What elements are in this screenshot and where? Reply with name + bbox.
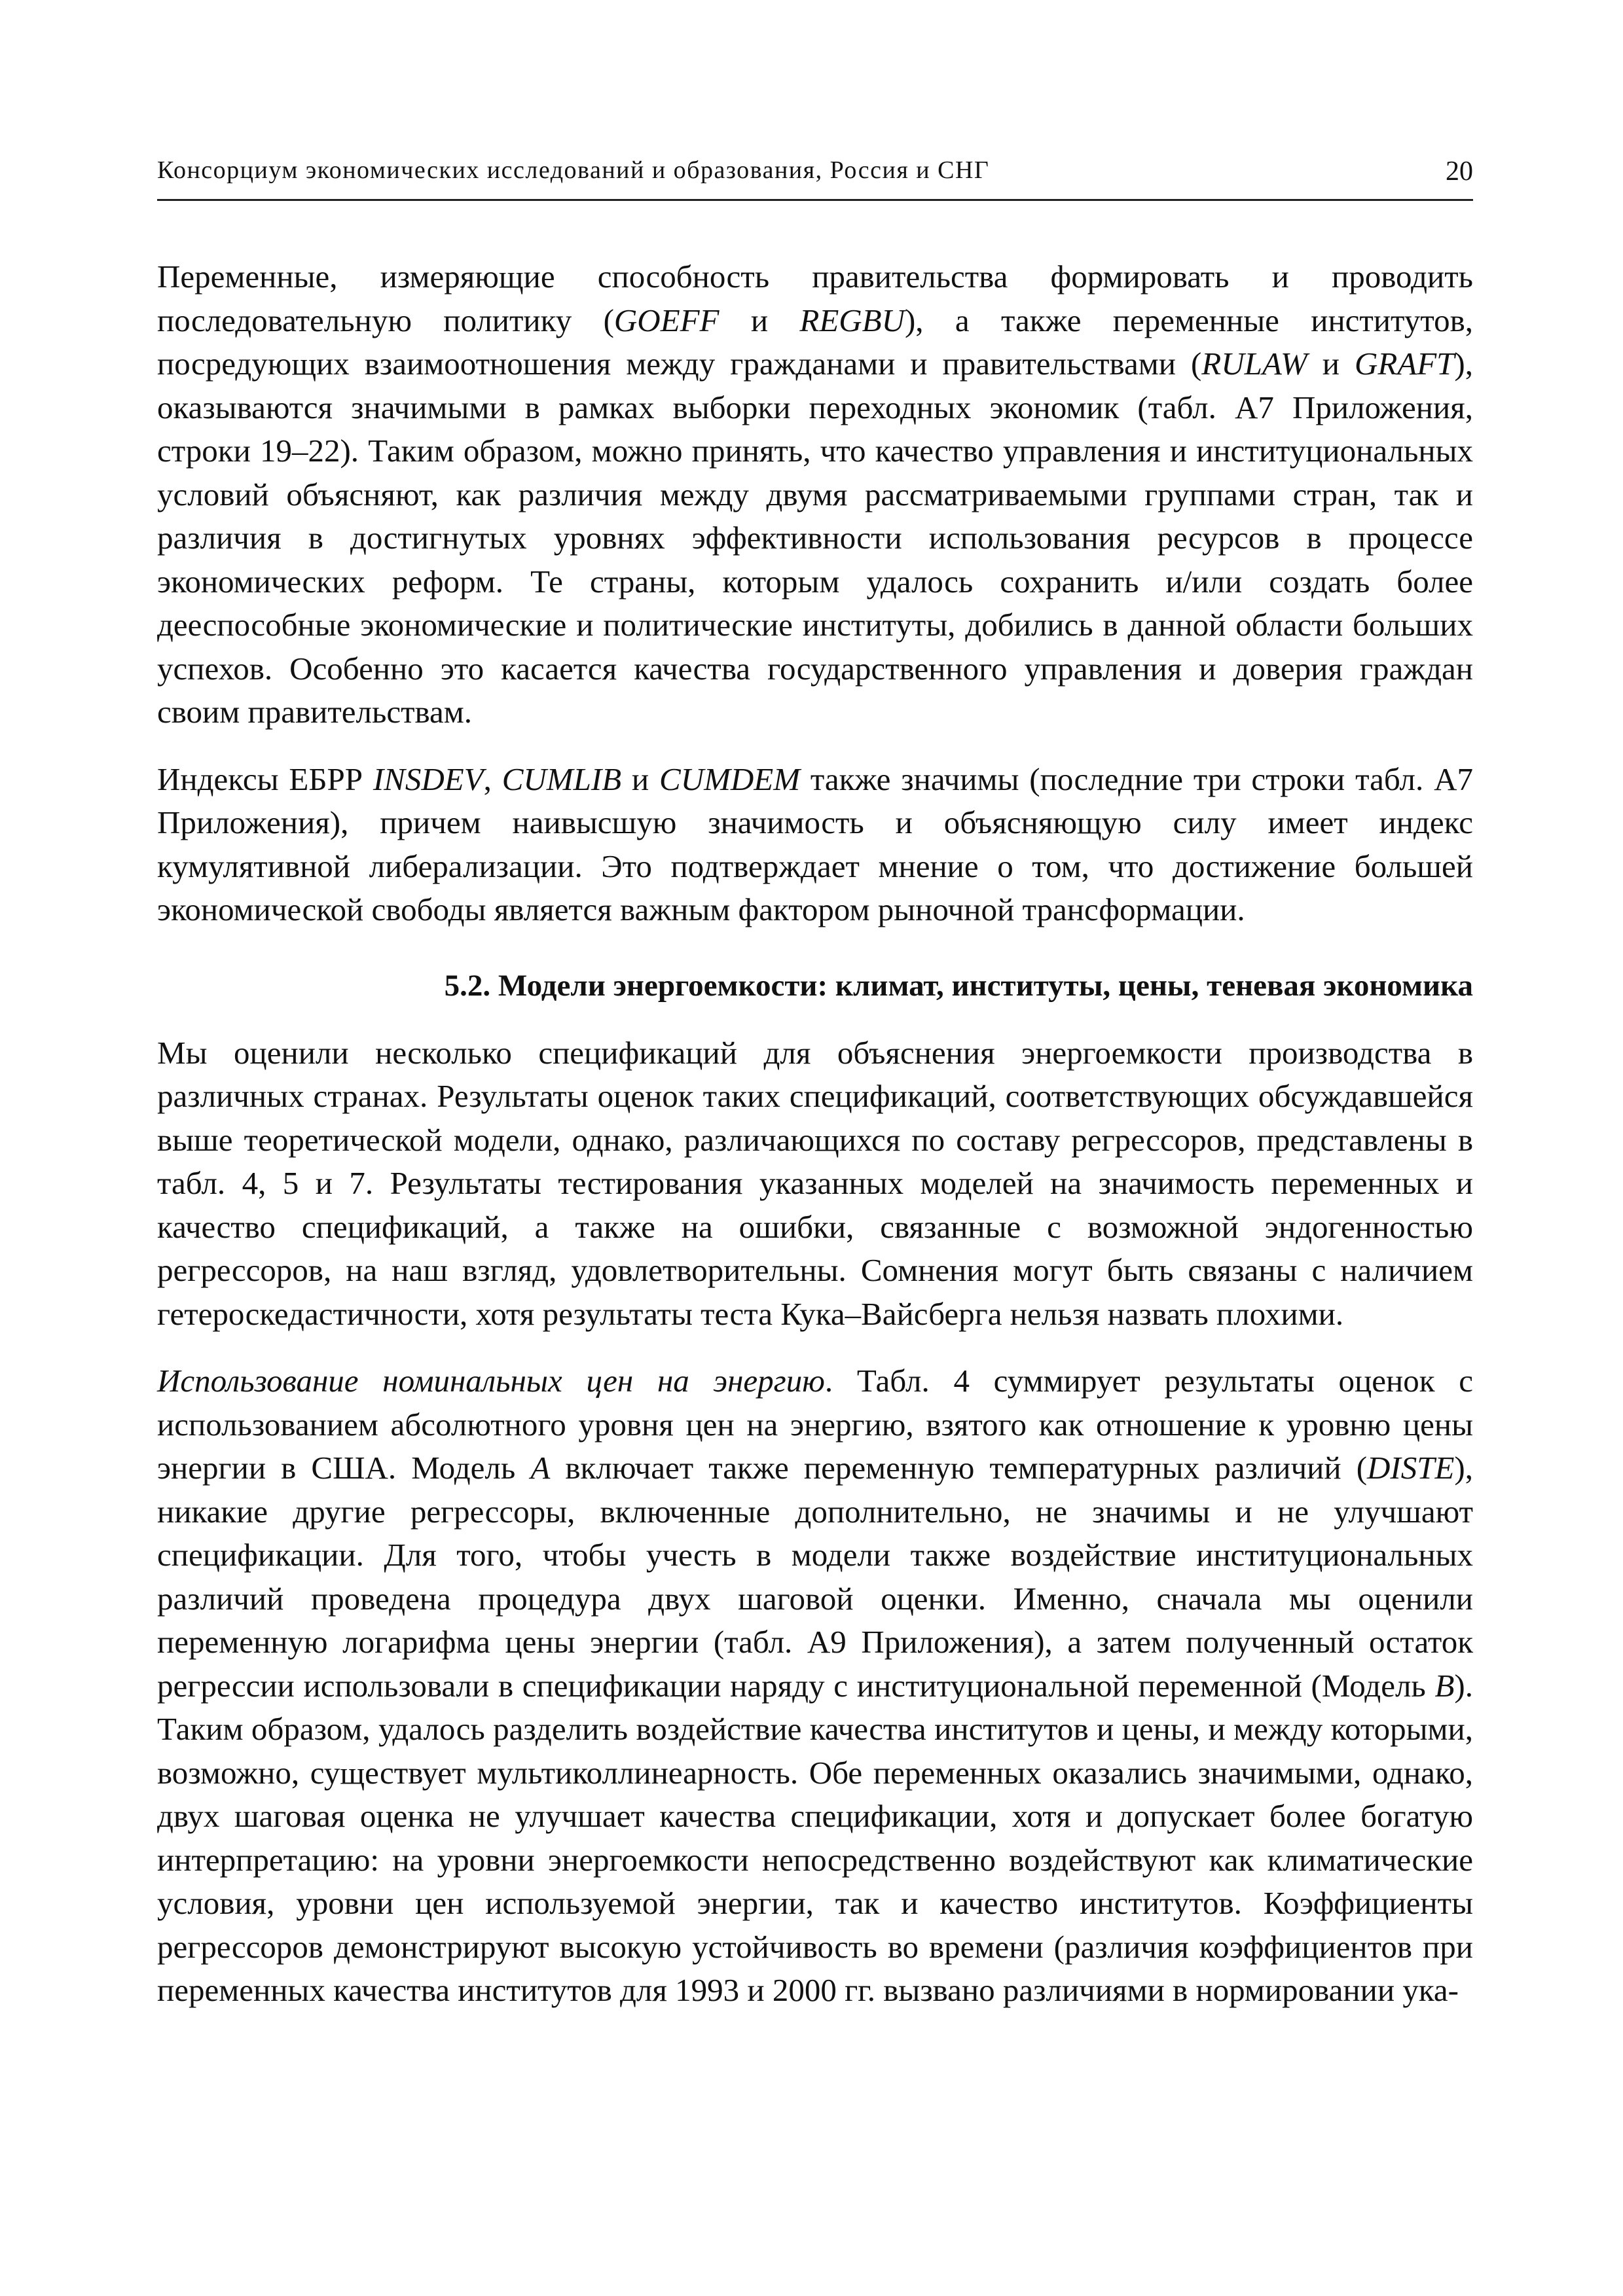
section-heading: 5.2. Модели энергоемкости: климат, институты, цены, теневая экономика <box>444 968 1473 1003</box>
paragraph-specifications: Мы оценили несколько спецификаций для объяснения энергоемкости производства в различных странах. Результаты оценок таких спецификаций, соответствующих обсуждавшейся выше теоретической модели, однако, различающихся по составу регрессоров, представлены в табл. 4, 5 и 7. Результаты тестирования указанных моделей на значимость переменных и качество спецификаций, а также на ошибки, связанные с возможной эндогенностью регрессоров, на наш взгляд, удовлетворительны. Сомнения могут быть связаны с наличием гетероскедастичности, хотя результаты теста Кука–Вайсберга нельзя назвать плохими. <box>157 1034 1473 1332</box>
body-text <box>157 255 1473 2036</box>
model-b: B <box>1434 1667 1455 1704</box>
paragraph-nominal-prices: Использование номинальных цен на энергию. Табл. 4 суммирует результаты оценок с использованием абсолютного уровня цен на энергию, взятого как отношение к уровню цены энергии в США. Модель A включает также переменную температурных различий (DISTE), никакие другие регрессоры, включенные дополнительно, не значимы и не улучшают спецификации. Для того, чтобы учесть в модели также воздействие институциональных различий проведена процедура двух шаговой оценки. Именно, сначала мы оценили переменную логарифма цены энергии (табл. А9 Приложения), а затем полученный остаток регрессии использовали в спецификации наряду с институциональной переменной (Модель B). Таким образом, удалось разделить воздействие качества институтов и цены, и между которыми, возможно, существует мультиколлинеарность. Обе переменных оказались значимыми, однако, двух шаговая оценка не улучшает качества спецификации, хотя и допускает более богатую интерпретацию: на уровни энергоемкости непосредственно воздействуют как климатические условия, уровни цен используемой энергии, так и качество институтов. Коэффициенты регрессоров демонстрируют высокую устойчивость во времени (различия коэффициентов при переменных качества институтов для 1993 и 2000 гг. вызвано различиями в нормировании ука- <box>157 1363 1473 2008</box>
paragraph-ebrd-indices: Индексы ЕБРР INSDEV, CUMLIB и CUMDEM также значимы (последние три строки табл. А7 Приложения), причем наивысшую значимость и объясняющую силу имеет индекс кумулятивной либерализации. Это подтверждает мнение о том, что достижение большей экономической свободы является важным фактором рыночной трансформации. <box>157 761 1473 927</box>
variable-graft: GRAFT <box>1354 346 1455 382</box>
variable-cumdem: CUMDEM <box>659 761 801 797</box>
variable-rulaw: RULAW <box>1201 346 1307 382</box>
model-a: A <box>530 1450 551 1486</box>
header-title: Консорциум экономических исследований и образования, Россия и СНГ <box>157 156 990 184</box>
paragraph-lead-in: Использование номинальных цен на энергию <box>157 1363 825 1399</box>
page-number: 20 <box>1446 156 1473 187</box>
variable-goeff: GOEFF <box>613 302 720 338</box>
running-header <box>157 152 1473 201</box>
variable-regbu: REGBU <box>799 302 905 338</box>
variable-cumlib: CUMLIB <box>501 761 622 797</box>
variable-diste: DISTE <box>1367 1450 1455 1486</box>
variable-insdev: INSDEV <box>373 761 484 797</box>
paragraph-institutions: Переменные, измеряющие способность правительства формировать и проводить последовательную политику (GOEFF и REGBU), а также переменные институтов, посредующих взаимоотношения между гражданами и правительствами (RULAW и GRAFT), оказываются значимыми в рамках выборки переходных экономик (табл. А7 Приложения, строки 19–22). Таким образом, можно принять, что качество управления и институциональных условий объясняют, как различия между двумя рассматриваемыми группами стран, так и различия в достигнутых уровнях эффективности использования ресурсов в процессе экономических реформ. Те страны, которым удалось сохранить и/или создать более дееспособные экономические и политические институты, добились в данной области больших успехов. Особенно это касается качества государственного управления и доверия граждан своим правительствам. <box>157 259 1473 730</box>
